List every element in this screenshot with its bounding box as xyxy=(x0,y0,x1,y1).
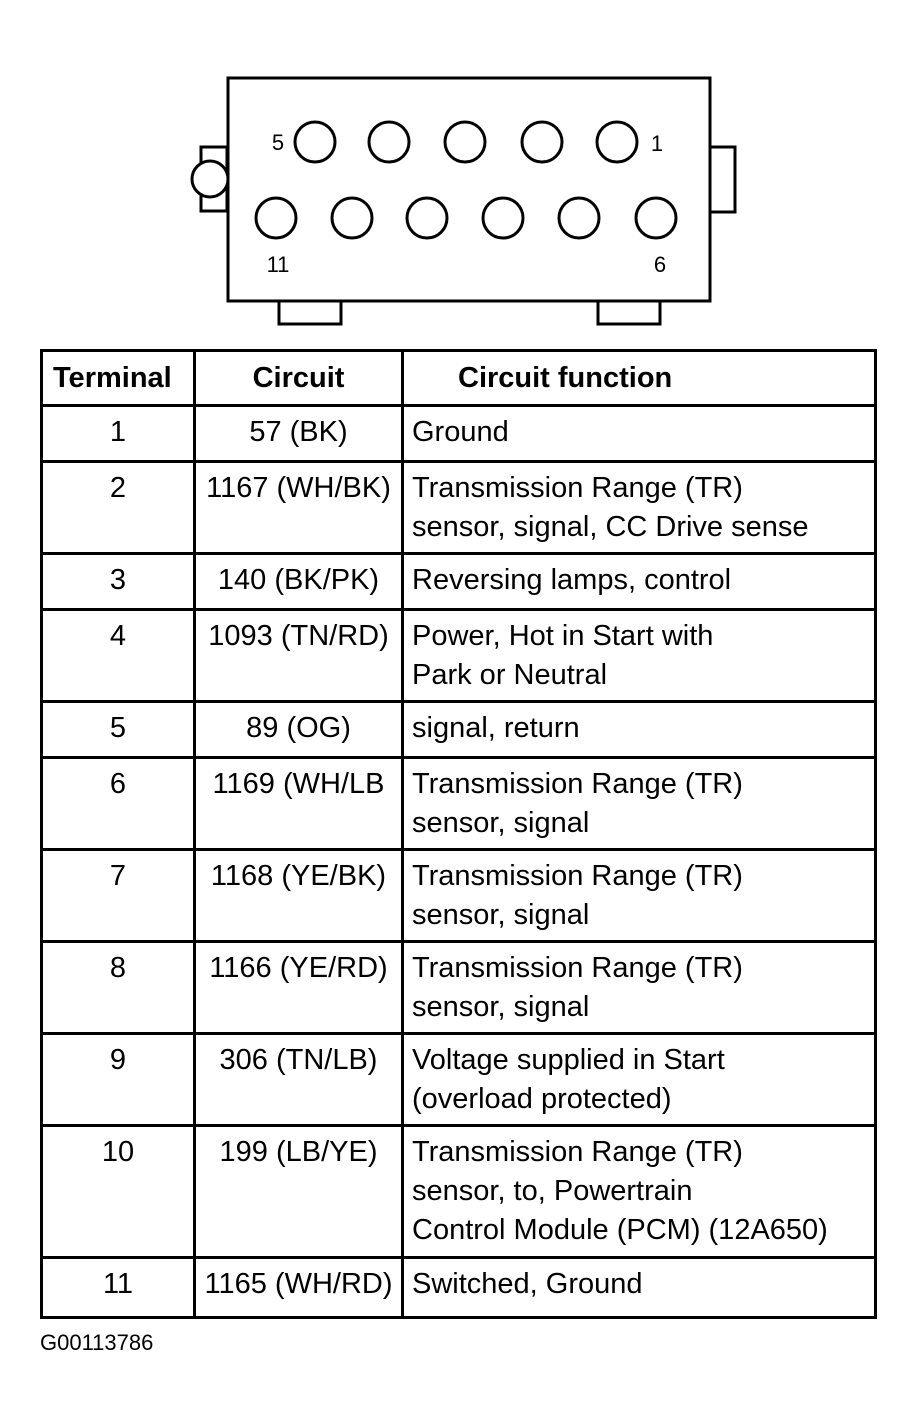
pin-6 xyxy=(636,198,676,238)
pin-label-11: 11 xyxy=(266,252,290,277)
table-row xyxy=(42,1126,876,1258)
circuit-cell: 1169 (WH/LB xyxy=(195,758,403,850)
table-body xyxy=(42,406,876,1318)
table-row xyxy=(42,554,876,610)
pin-7 xyxy=(559,198,599,238)
circuit-function-cell: Transmission Range (TR) sensor, signal xyxy=(403,850,876,942)
table-row xyxy=(42,610,876,702)
terminal-cell: 10 xyxy=(42,1126,195,1258)
pin-5 xyxy=(295,122,335,162)
circuit-function-cell: Transmission Range (TR) sensor, signal xyxy=(403,942,876,1034)
circuit-cell: 1166 (YE/RD) xyxy=(195,942,403,1034)
pin-9 xyxy=(407,198,447,238)
terminal-cell: 3 xyxy=(42,554,195,610)
table-row xyxy=(42,850,876,942)
circuit-cell: 57 (BK) xyxy=(195,406,403,462)
figure-id: G00113786 xyxy=(40,1330,154,1355)
circuit-function-cell: Transmission Range (TR) sensor, to, Powertrain Control Module (PCM) (12A650) xyxy=(403,1126,876,1258)
pin-8 xyxy=(483,198,523,238)
connector-right-latch xyxy=(709,147,735,212)
circuit-cell: 140 (BK/PK) xyxy=(195,554,403,610)
circuit-function-cell: Switched, Ground xyxy=(403,1258,876,1318)
circuit-function-cell: signal, return xyxy=(403,702,876,758)
circuit-function-cell: Voltage supplied in Start (overload protected) xyxy=(403,1034,876,1126)
connector-bottom-tab-left xyxy=(279,300,341,324)
table-row xyxy=(42,1034,876,1126)
terminal-cell: 5 xyxy=(42,702,195,758)
circuit-function-cell: Ground xyxy=(403,406,876,462)
circuit-function-cell: Reversing lamps, control xyxy=(403,554,876,610)
table-header-row xyxy=(42,351,876,406)
table-row xyxy=(42,406,876,462)
table-row xyxy=(42,758,876,850)
connector-body xyxy=(228,78,710,301)
circuit-function-cell: Transmission Range (TR) sensor, signal, CC Drive sense xyxy=(403,462,876,554)
connector-diagram xyxy=(0,0,913,340)
circuit-cell: 1168 (YE/BK) xyxy=(195,850,403,942)
pin-label-5: 5 xyxy=(271,130,285,155)
pin-label-1: 1 xyxy=(650,131,664,156)
pin-2 xyxy=(522,122,562,162)
circuit-cell: 1167 (WH/BK) xyxy=(195,462,403,554)
header-terminal: Terminal xyxy=(42,351,195,406)
terminal-cell: 9 xyxy=(42,1034,195,1126)
pin-11 xyxy=(256,198,296,238)
table-row xyxy=(42,942,876,1034)
terminal-cell: 11 xyxy=(42,1258,195,1318)
pin-label-6: 6 xyxy=(653,252,667,277)
table-row xyxy=(42,1258,876,1318)
circuit-cell: 199 (LB/YE) xyxy=(195,1126,403,1258)
header-circuit: Circuit xyxy=(195,351,403,406)
pin-10 xyxy=(332,198,372,238)
circuit-function-cell: Transmission Range (TR) sensor, signal xyxy=(403,758,876,850)
terminal-cell: 1 xyxy=(42,406,195,462)
terminal-cell: 8 xyxy=(42,942,195,1034)
connector-bottom-tab-right xyxy=(598,300,660,324)
terminal-cell: 6 xyxy=(42,758,195,850)
circuit-cell: 306 (TN/LB) xyxy=(195,1034,403,1126)
pin-3 xyxy=(445,122,485,162)
pin-assignment-table xyxy=(40,349,877,1319)
terminal-cell: 4 xyxy=(42,610,195,702)
connector-left-latch-knob xyxy=(192,161,228,197)
terminal-cell: 2 xyxy=(42,462,195,554)
table-row xyxy=(42,462,876,554)
circuit-cell: 1165 (WH/RD) xyxy=(195,1258,403,1318)
circuit-cell: 89 (OG) xyxy=(195,702,403,758)
table-row xyxy=(42,702,876,758)
terminal-cell: 7 xyxy=(42,850,195,942)
pin-4 xyxy=(369,122,409,162)
pin-1 xyxy=(597,122,637,162)
circuit-function-cell: Power, Hot in Start with Park or Neutral xyxy=(403,610,876,702)
header-circuit-function: Circuit function xyxy=(403,351,876,406)
circuit-cell: 1093 (TN/RD) xyxy=(195,610,403,702)
